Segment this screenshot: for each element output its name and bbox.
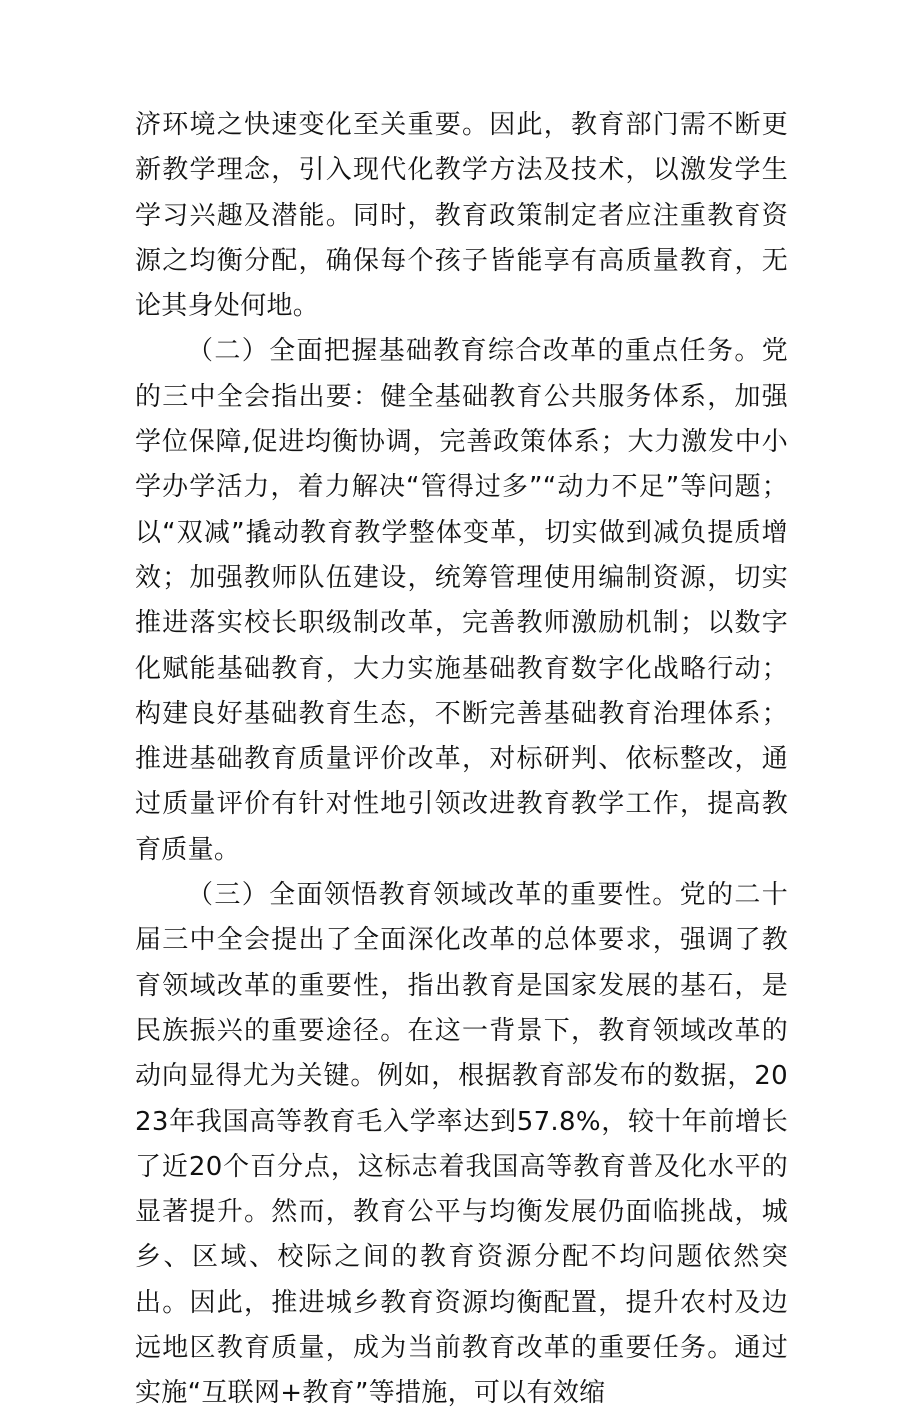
document-page bbox=[135, 103, 788, 1417]
paragraph-section-two: （二）全面把握基础教育综合改革的重点任务。党的三中全会指出要：健全基础教育公共服务体系，加强学位保障,促进均衡协调，完善政策体系；大力激发中小学办学活力，着力解决“管得过多”“动力不足”等问题；以“双减”撬动教育教学整体变革，切实做到减负提质增效；加强教师队伍建设，统筹管理使用编制资源，切实推进落实校长职级制改革，完善教师激励机制；以数字化赋能基础教育，大力实施基础教育数字化战略行动；构建良好基础教育生态，不断完善基础教育治理体系；推进基础教育质量评价改革，对标研判、依标整改，通过质量评价有针对性地引领改进教育教学工作，提高教育质量。 bbox=[135, 336, 788, 865]
paragraph-continuation: 济环境之快速变化至关重要。因此，教育部门需不断更新教学理念，引入现代化教学方法及技术，以激发学生学习兴趣及潜能。同时，教育政策制定者应注重教育资源之均衡分配，确保每个孩子皆能享有高质量教育，无论其身处何地。 bbox=[135, 110, 788, 322]
paragraph-section-three: （三）全面领悟教育领域改革的重要性。党的二十届三中全会提出了全面深化改革的总体要求，强调了教育领域改革的重要性，指出教育是国家发展的基石，是民族振兴的重要途径。在这一背景下，教育领域改革的动向显得尤为关键。例如，根据教育部发布的数据，2023年我国高等教育毛入学率达到57.8%，较十年前增长了近20个百分点，这标志着我国高等教育普及化水平的显著提升。然而，教育公平与均衡发展仍面临挑战，城乡、区域、校际之间的教育资源分配不均问题依然突出。因此，推进城乡教育资源均衡配置，提升农村及边远地区教育质量，成为当前教育改革的重要任务。通过实施“互联网+教育”等措施，可以有效缩 bbox=[135, 880, 788, 1409]
